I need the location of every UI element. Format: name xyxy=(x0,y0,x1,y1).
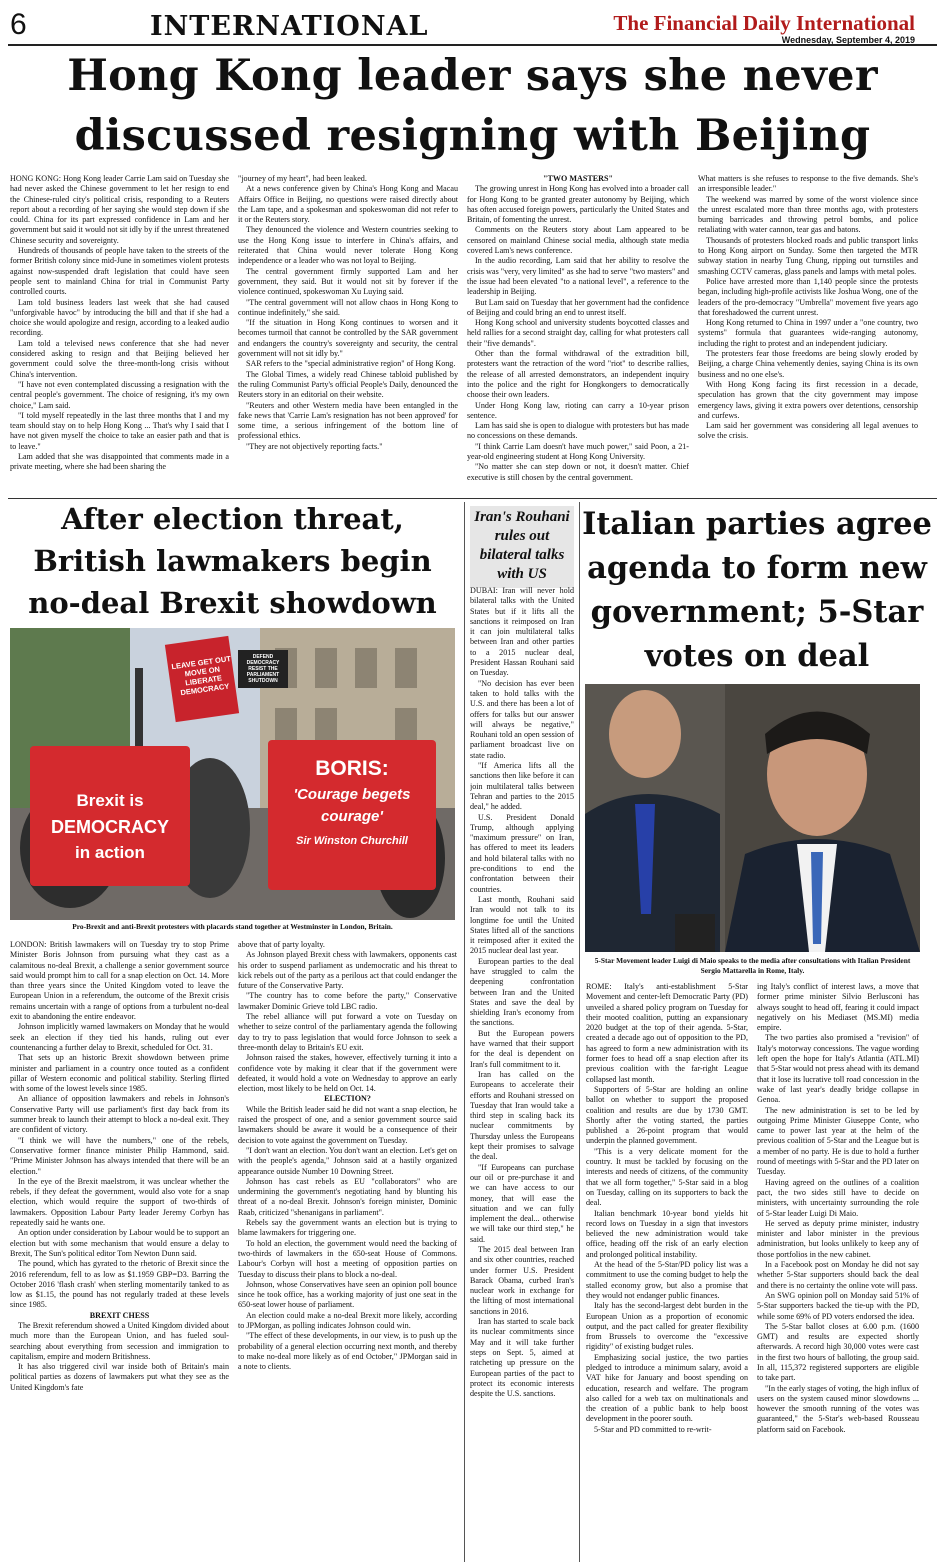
issue-date: Wednesday, September 4, 2019 xyxy=(781,35,915,45)
brexit-protest-photo xyxy=(10,628,455,920)
di-maio-photo xyxy=(585,684,920,952)
leave-sign: LEAVE GET OUT MOVE ON LIBERATE DEMOCRACY xyxy=(170,654,232,698)
di-maio-photo-graphic xyxy=(585,684,920,952)
banner-text: courage' xyxy=(321,808,383,825)
section-title: INTERNATIONAL xyxy=(150,11,429,42)
banner-text: Brexit is xyxy=(76,791,144,810)
masthead-brand xyxy=(613,12,915,46)
newspaper-name: The Financial Daily International xyxy=(613,11,915,35)
column-divider xyxy=(464,502,465,1562)
banner-text: DEMOCRACY xyxy=(50,817,169,837)
banner-text: in action xyxy=(75,843,145,862)
brexit-democracy-banner xyxy=(30,788,190,866)
hk-headline-line2: discussed resigning with Beijing xyxy=(74,111,871,161)
banner-text: Sir Winston Churchill xyxy=(296,835,408,847)
defend-democracy-sign: DEFEND DEMOCRACY RESIST THE PARLIAMENT SHUTDOWN xyxy=(246,654,280,684)
brexit-headline: After election threat, British lawmakers begin no-deal Brexit showdown xyxy=(28,502,437,620)
column-divider xyxy=(579,502,580,1562)
italy-photo-caption: 5-Star Movement leader Luigi di Maio speaks to the media after consultations with Italian President Sergio Mattarella in Rome, Italy. xyxy=(594,956,911,975)
hk-headline-line1: Hong Kong leader says she never xyxy=(67,51,878,101)
hk-headline xyxy=(0,46,945,166)
brexit-photo-caption: Pro-Brexit and anti-Brexit protesters with placards stand together at Westminster in London, Britain. xyxy=(72,922,393,931)
boris-banner xyxy=(268,754,436,854)
iran-headline: Iran's Rouhani rules out bilateral talks with US xyxy=(470,506,574,588)
italy-headline: Italian parties agree agenda to form new government; 5-Star votes on deal xyxy=(582,506,932,674)
banner-text: 'Courage begets xyxy=(293,786,411,803)
banner-text: BORIS: xyxy=(315,757,389,780)
page-number: 6 xyxy=(10,8,27,41)
